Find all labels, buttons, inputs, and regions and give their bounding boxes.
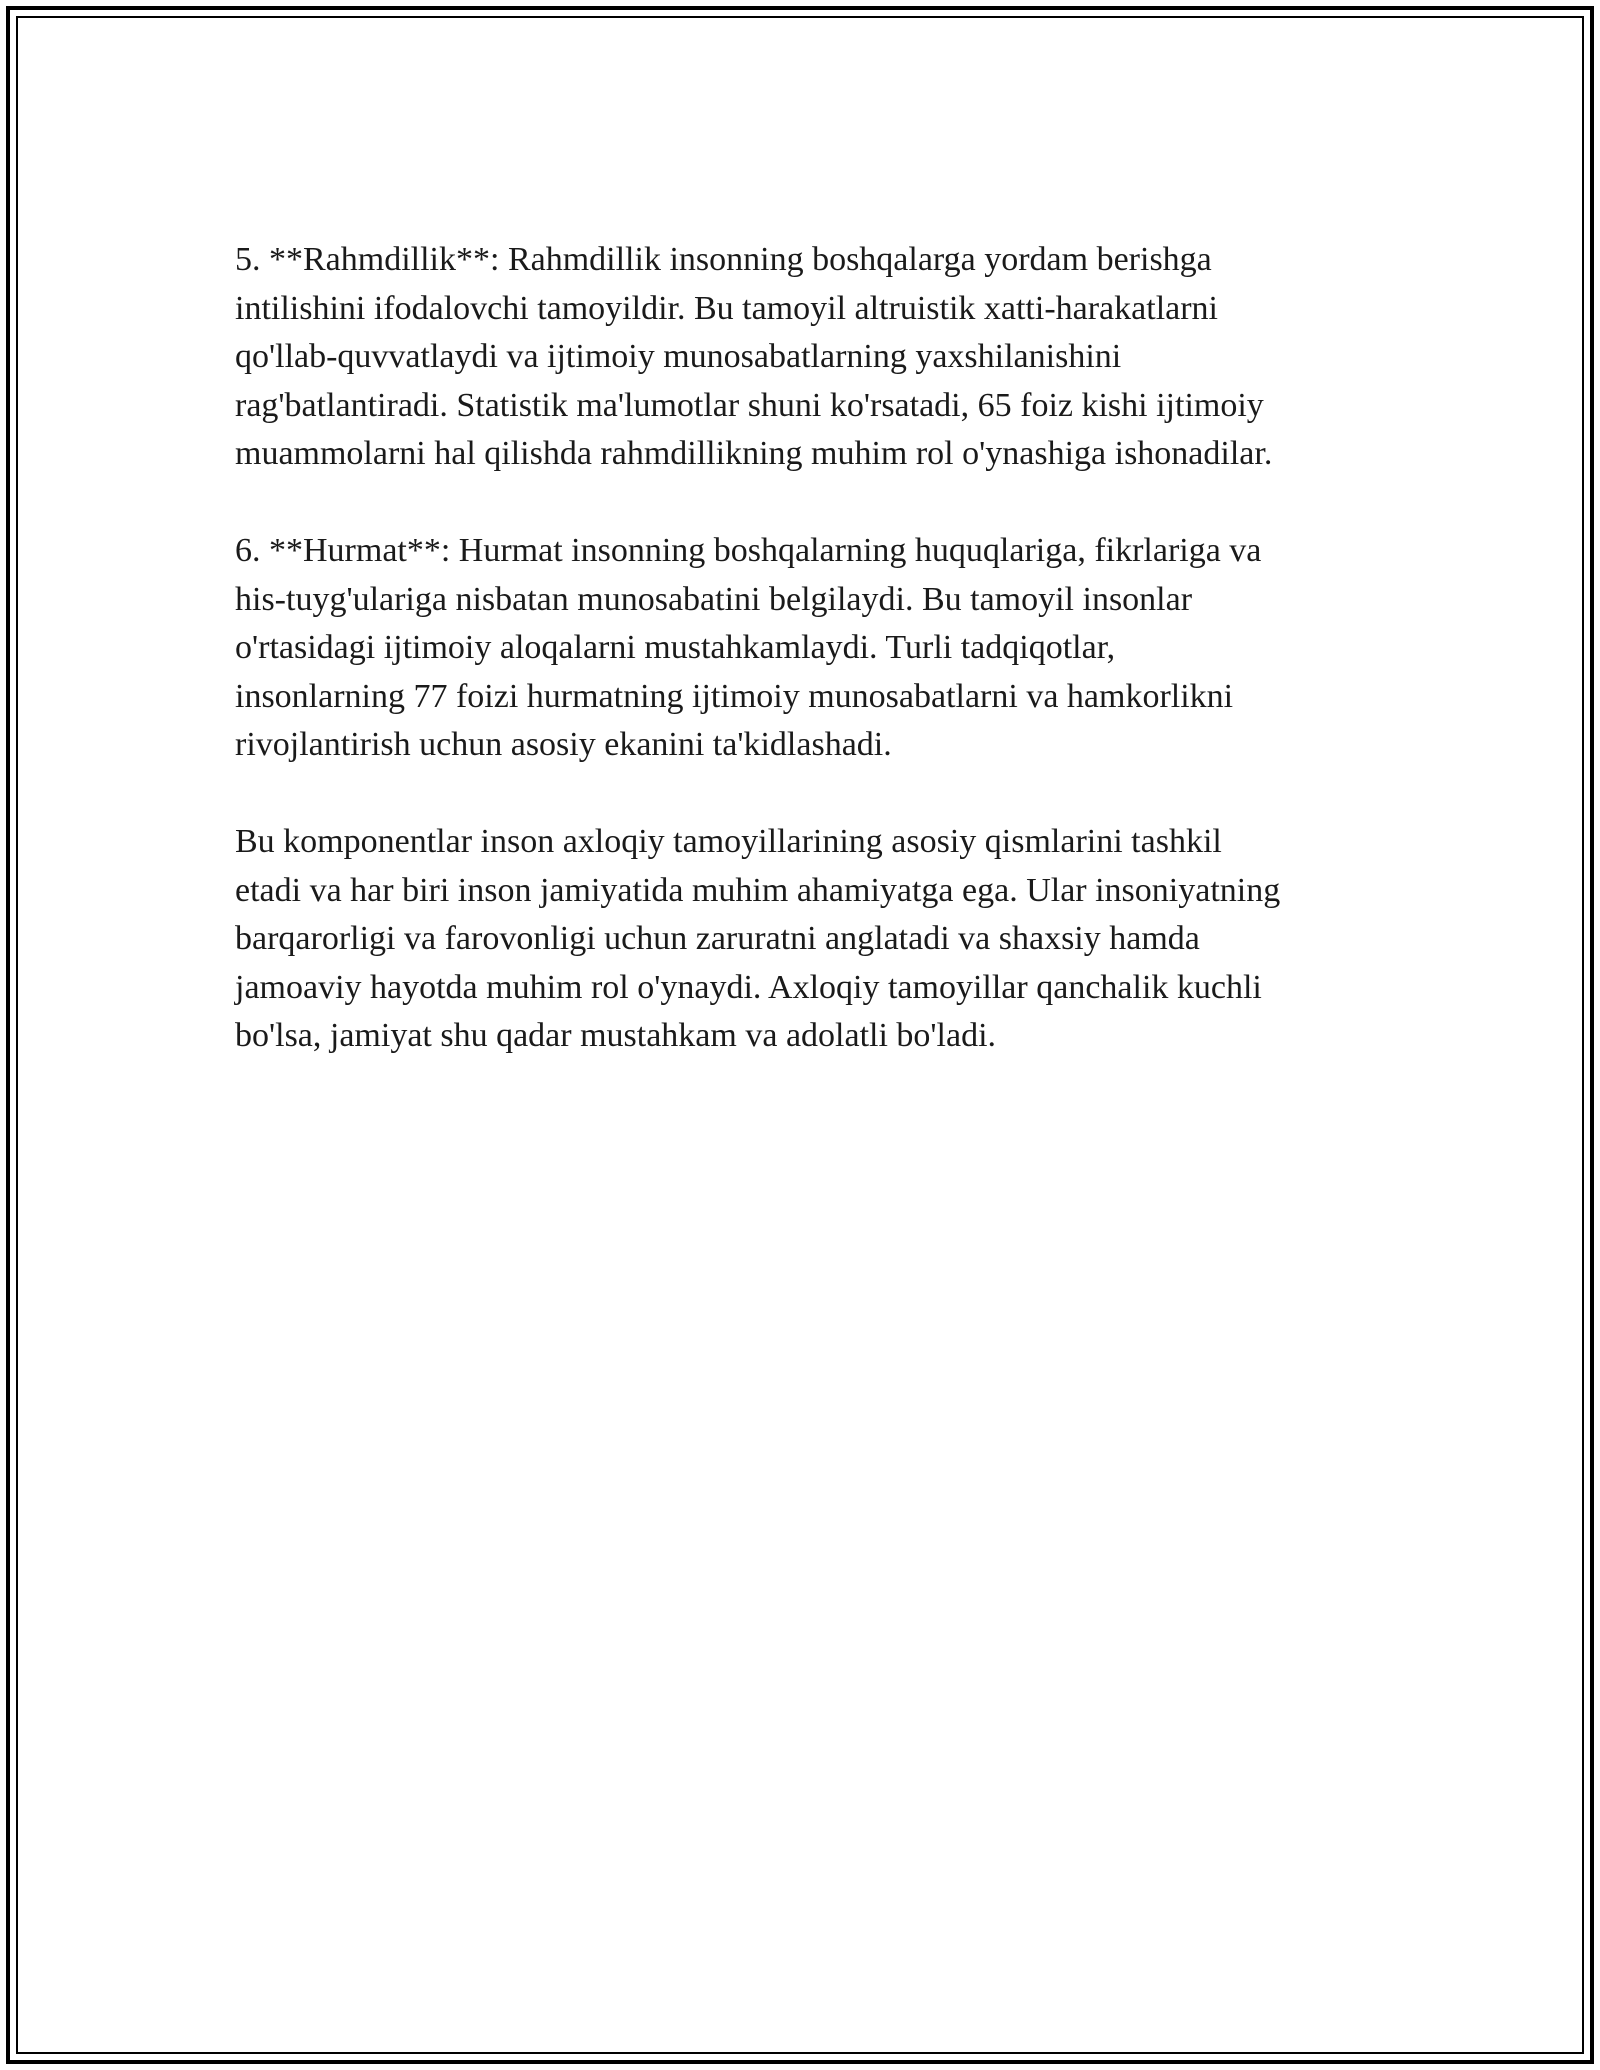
paragraph-hurmat: 6. **Hurmat**: Hurmat insonning boshqalarning huquqlariga, fikrlariga va his-tuyg'ulariga nisbatan munosabatini belgilaydi. Bu tamoyil insonlar o'rtasidagi ijtimoiy aloqalarni mustahkamlaydi. Turli tadqiqotlar, insonlarning 77 foizi hurmatning ijtimoiy munosabatlarni va hamkorlikni rivojlantirish uchun asosiy ekanini ta'kidlashadi.: [235, 532, 1262, 763]
document-body: [235, 236, 1385, 1109]
paragraph-conclusion: Bu komponentlar inson axloqiy tamoyillarining asosiy qismlarini tashkil etadi va har biri inson jamiyatida muhim ahamiyatga ega. Ular insoniyatning barqarorligi va farovonligi uchun zaruratni anglatadi va shaxsiy hamda jamoaviy hayotda muhim rol o'ynaydi. Axloqiy tamoyillar qanchalik kuchli bo'lsa, jamiyat shu qadar mustahkam va adolatli bo'ladi.: [235, 823, 1281, 1054]
paragraph-rahmdillik: 5. **Rahmdillik**: Rahmdillik insonning boshqalarga yordam berishga intilishini ifodalovchi tamoyildir. Bu tamoyil altruistik xatti-harakatlarni qo'llab-quvvatlaydi va ijtimoiy munosabatlarning yaxshilanishini rag'batlantiradi. Statistik ma'lumotlar shuni ko'rsatadi, 65 foiz kishi ijtimoiy muammolarni hal qilishda rahmdillikning muhim rol o'ynashiga ishonadilar.: [235, 241, 1273, 472]
